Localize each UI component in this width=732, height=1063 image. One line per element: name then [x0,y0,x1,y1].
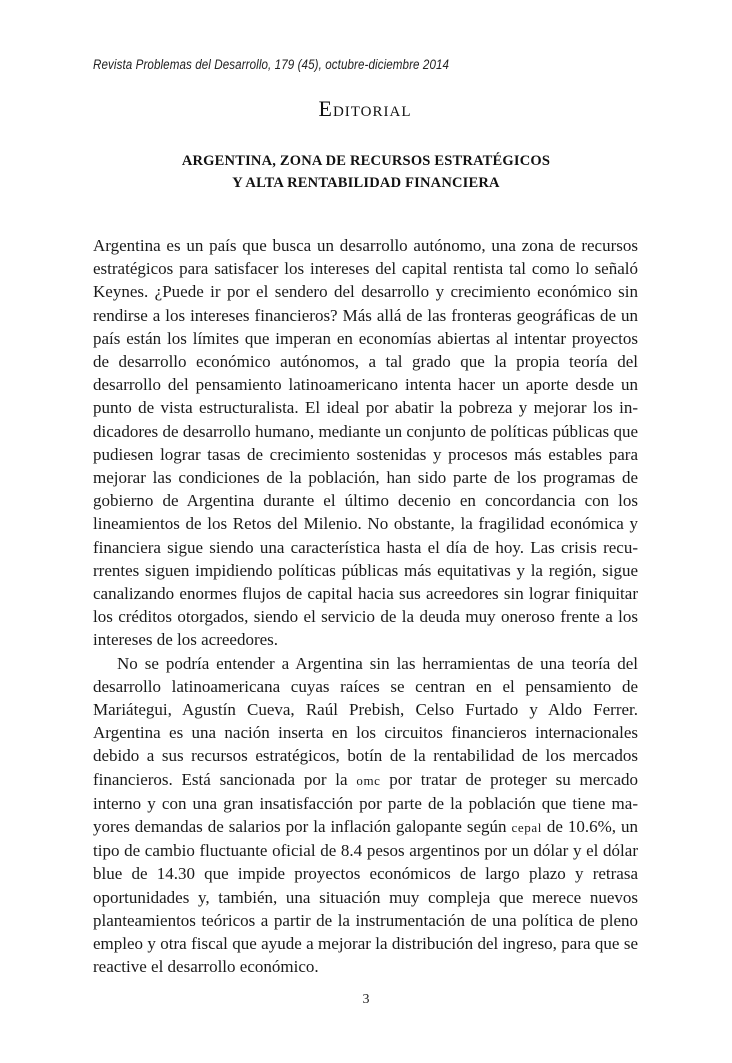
article-body [93,234,638,979]
section-title: Editorial [318,96,412,121]
paragraph-2 [93,652,638,979]
article-title [150,150,582,194]
paragraph-2-text-a: No se podría entender a Argentina sin las herramientas de una teoría del desarrollo latinoamericana cuyas raíces se centran en el pensamiento de Mariátegui, Agustín Cueva, Raúl Prebish, Celso Furtado y Aldo Ferrer. Argentina es una nación inserta en los circuitos financieros internacionales debido a sus recursos estratégicos, botín de la rentabilidad de los mercados financieros. Está sancionada por la [93,653,638,789]
article-title-line-1: ARGENTINA, ZONA DE RECURSOS ESTRATÉGICOS [181,153,551,169]
paragraph-2-text-c: de 10.6%, un tipo de cambio fluctuante oficial de 8.4 pesos argentinos por un dólar y el dólar blue de 14.30 que impide proyectos económicos de largo plazo y retrasa oportunidades y, también, una situación muy compleja que merece nuevos planteamientos teóricos a partir de la instrumentación de una política de pleno empleo y otra fiscal que ayude a mejorar la distribución del ingreso, para que se reactive el desarrollo económico. [93,817,638,977]
running-header: Revista Problemas del Desarrollo, 179 (45), octubre-diciembre 2014 [93,57,450,72]
acronym-cepal: cepal [511,820,542,836]
acronym-omc: omc [356,772,381,788]
paragraph-1: Argentina es un país que busca un desarrollo autónomo, una zona de recursos estratégicos para satisfacer los intereses del capital rentista tal como lo señaló Keynes. ¿Puede ir por el sendero del desarrollo y crecimiento económico sin rendirse a los intereses financieros? Más allá de las fronteras geográficas de un país están los límites que imperan en economías abiertas al intentar proyectos de desarrollo económico autónomos, a tal grado que la propia teoría del desarrollo del pensamiento latinoamericano intenta hacer un aporte desde un punto de vista estructuralista. El ideal por abatir la pobreza y mejorar los indicadores de desarrollo humano, mediante un conjunto de políticas públicas que pudiesen lograr tasas de crecimiento sostenidas y procesos más estables para mejorar las condiciones de la población, han sido parte de los programas de gobierno de Argentina durante el último decenio en concordancia con los lineamientos de los Retos del Milenio. No obstante, la fragilidad económica y financiera sigue siendo una característica hasta el día de hoy. Las crisis recurrentes siguen impidiendo políticas públicas más equitativas y la región, sigue canalizando enormes flujos de capital hacia sus acreedores sin lograr finiquitar los créditos otorgados, siendo el servicio de la deuda muy oneroso frente a los intereses de los acreedores. [93,236,638,650]
paragraph-2-text-b: por tratar de proteger su mercado interno y con una gran insatisfacción por parte de la población que tiene mayores demandas de salarios por la inflación galopante según [93,769,638,837]
article-title-line-2: Y ALTA RENTABILIDAD FINANCIERA [232,175,500,191]
page-number: 3 [362,992,370,1007]
